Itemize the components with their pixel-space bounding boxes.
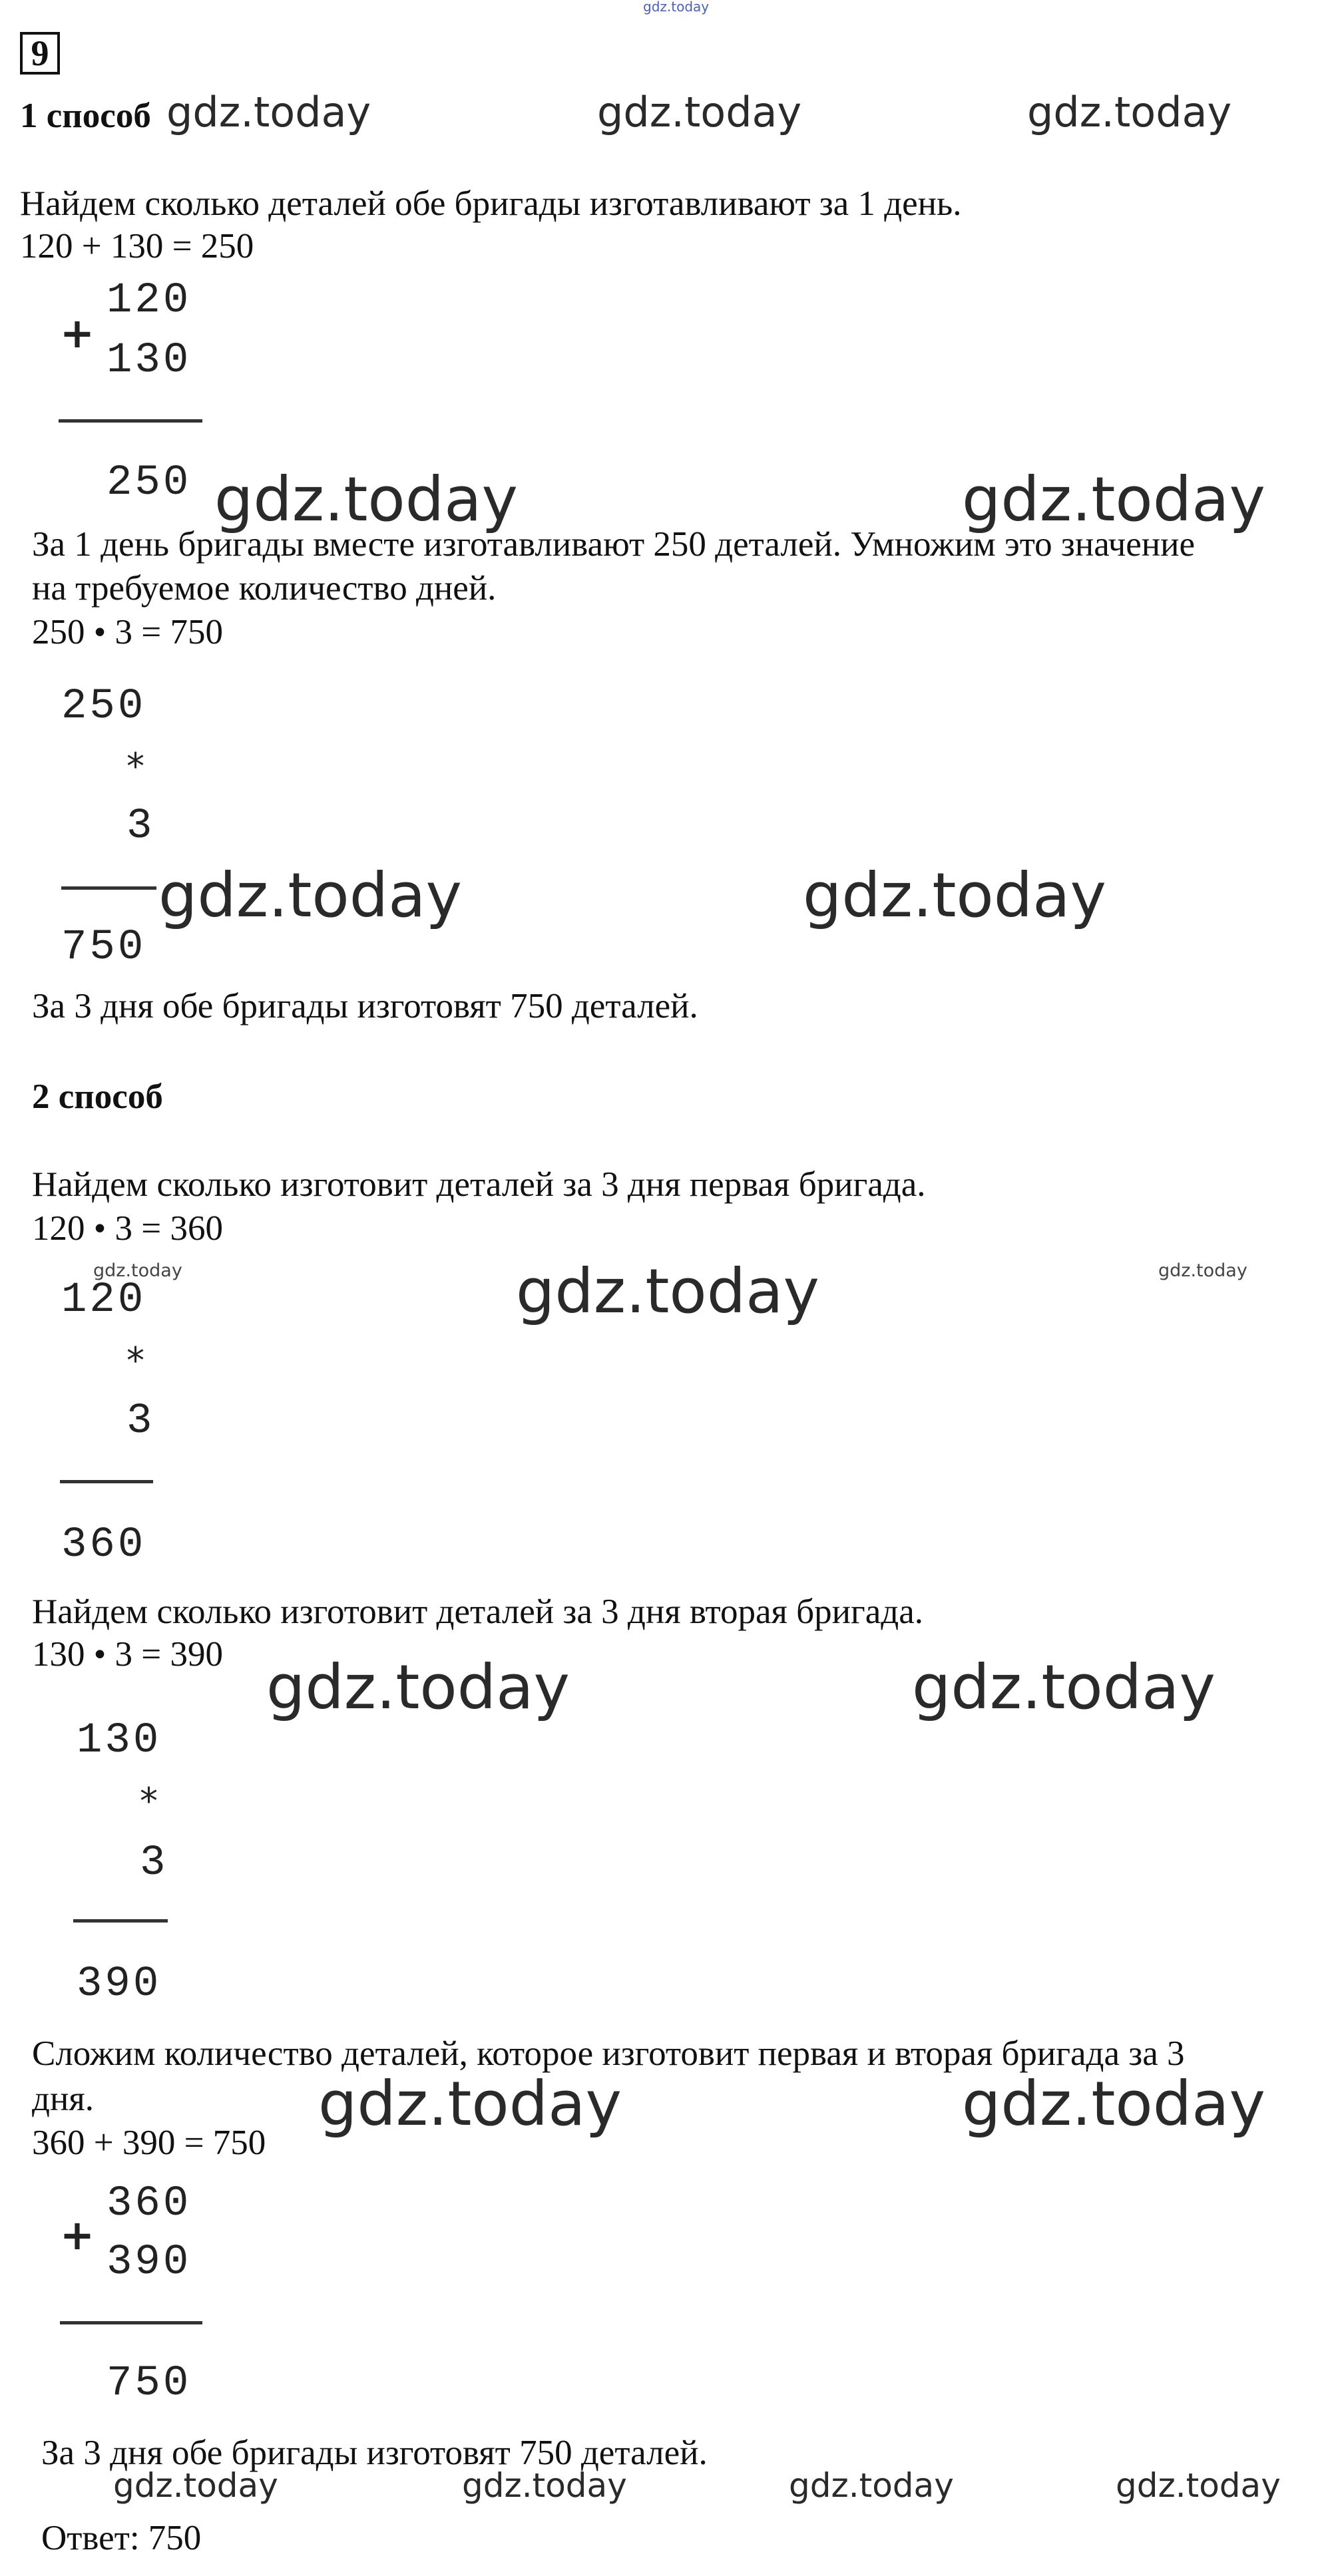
watermark: gdz.today bbox=[113, 2466, 278, 2505]
task-number-box bbox=[20, 32, 60, 75]
method2-paragraph3-line1: Сложим количество деталей, которое изготовит первая и вторая бригада за 3 bbox=[32, 2034, 1185, 2073]
watermark: gdz.today bbox=[166, 88, 371, 136]
column-operand-a: 120 bbox=[61, 1276, 146, 1324]
method2-equation1: 120 • 3 = 360 bbox=[32, 1209, 223, 1248]
watermark: gdz.today bbox=[318, 2068, 622, 2139]
method2-paragraph2: Найдем сколько изготовит деталей за 3 дня вторая бригада. bbox=[32, 1592, 923, 1631]
plus-sign: + bbox=[60, 309, 95, 357]
plus-sign: + bbox=[60, 2211, 95, 2259]
watermark: gdz.today bbox=[462, 2466, 627, 2505]
method2-conclusion: За 3 дня обе бригады изготовят 750 деталей. bbox=[41, 2434, 708, 2472]
watermark: gdz.today bbox=[516, 1256, 819, 1327]
column-rule bbox=[60, 1480, 153, 1483]
watermark: gdz.today bbox=[1027, 88, 1232, 136]
column-rule bbox=[59, 419, 202, 423]
watermark: gdz.today bbox=[597, 88, 802, 136]
column-rule bbox=[73, 1919, 168, 1923]
multiply-sign: * bbox=[140, 1780, 158, 1822]
column-result: 750 bbox=[61, 924, 146, 972]
method2-paragraph1: Найдем сколько изготовит деталей за 3 дня первая бригада. bbox=[32, 1165, 926, 1204]
watermark: gdz.today bbox=[266, 1652, 570, 1723]
multiply-sign: * bbox=[126, 1340, 144, 1381]
watermark: gdz.today bbox=[912, 1652, 1216, 1723]
method2-title: 2 способ bbox=[32, 1077, 163, 1116]
method1-paragraph2-line1: За 1 день бригады вместе изготавливают 250 деталей. Умножим это значение bbox=[32, 525, 1196, 564]
answer: Ответ: 750 bbox=[41, 2519, 202, 2557]
watermark: gdz.today bbox=[789, 2466, 954, 2505]
watermark-top: gdz.today bbox=[643, 0, 710, 15]
column-operand-b: 130 bbox=[107, 337, 192, 385]
column-result: 750 bbox=[107, 2360, 192, 2408]
method2-equation3: 360 + 390 = 750 bbox=[32, 2123, 266, 2162]
watermark: gdz.today bbox=[1116, 2466, 1281, 2505]
method1-paragraph1: Найдем сколько деталей обе бригады изготавливают за 1 день. bbox=[20, 184, 962, 223]
method2-paragraph3-line2: дня. bbox=[32, 2080, 94, 2118]
column-operand-a: 360 bbox=[107, 2180, 192, 2228]
watermark: gdz.today bbox=[158, 860, 462, 931]
column-operand-b: 3 bbox=[126, 1397, 155, 1445]
column-result: 390 bbox=[77, 1960, 162, 2008]
multiply-sign: * bbox=[126, 745, 144, 787]
method1-paragraph2-line2: на требуемое количество дней. bbox=[32, 569, 497, 608]
column-operand-a: 250 bbox=[61, 683, 146, 731]
method1-equation2: 250 • 3 = 750 bbox=[32, 613, 223, 651]
column-operand-a: 130 bbox=[77, 1717, 162, 1765]
column-rule bbox=[60, 2321, 202, 2324]
watermark: gdz.today bbox=[962, 2068, 1265, 2139]
watermark: gdz.today bbox=[93, 1260, 182, 1281]
task-number: 9 bbox=[31, 33, 49, 73]
method1-equation1: 120 + 130 = 250 bbox=[20, 227, 254, 266]
watermark: gdz.today bbox=[803, 860, 1106, 931]
watermark: gdz.today bbox=[214, 464, 518, 535]
method2-equation2: 130 • 3 = 390 bbox=[32, 1635, 223, 1674]
method1-conclusion: За 3 дня обе бригады изготовят 750 деталей. bbox=[32, 987, 698, 1025]
column-result: 250 bbox=[107, 459, 192, 507]
watermark: gdz.today bbox=[1158, 1260, 1247, 1281]
column-operand-b: 3 bbox=[140, 1839, 168, 1887]
column-operand-a: 120 bbox=[107, 277, 192, 325]
column-operand-b: 390 bbox=[107, 2239, 192, 2287]
watermark: gdz.today bbox=[962, 464, 1265, 535]
method1-title: 1 способ bbox=[20, 96, 151, 135]
column-rule bbox=[61, 886, 156, 890]
column-operand-b: 3 bbox=[126, 803, 155, 850]
column-result: 360 bbox=[61, 1521, 146, 1569]
